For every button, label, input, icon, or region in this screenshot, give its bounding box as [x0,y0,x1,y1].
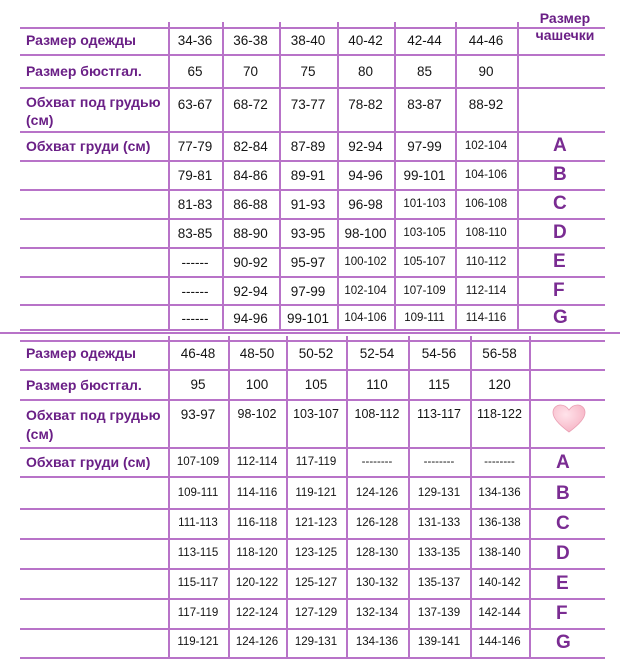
t1-cup-letter-D: D [553,222,567,243]
t1-cup-letter-A: A [553,135,567,156]
underbust-label-2: Обхват под грудью [26,407,161,423]
underbust-unit-label: (см) [26,112,54,128]
t2-bust-cell: 122-124 [235,607,279,619]
t2-cup-letter-E: E [556,573,569,594]
t1-bust-cell: 82-84 [233,139,268,154]
t1-bust-cell: 101-103 [403,198,446,210]
t2-bust-cell: 135-137 [417,577,461,589]
t1-vline [337,22,339,329]
t2-bust-cell: 119-121 [177,636,219,648]
t2-bust-cell: 129-131 [417,487,461,499]
t1-bust-cell: 83-85 [177,226,213,241]
t2-bust-cell: 124-126 [355,487,399,499]
t2-hline [20,508,605,510]
t2-hline [20,476,605,478]
t2-bust-cell: 128-130 [355,547,399,559]
bra-size-label: Размер бюстгал. [26,63,142,79]
t1-clothing-size: 38-40 [290,33,326,48]
t1-bust-cell: 112-114 [465,285,507,297]
t2-cup-letter-A: A [556,452,570,473]
t1-underbust: 88-92 [468,97,504,112]
t1-bust-cell: 88-90 [233,226,268,241]
t1-bra-size: 85 [416,64,433,79]
t1-bust-cell: 99-101 [403,168,446,183]
t2-bra-size: 100 [245,377,269,392]
t2-bust-cell: 125-127 [294,577,338,589]
t2-underbust: 98-102 [237,407,277,421]
t1-bust-cell: 87-89 [290,139,326,154]
t1-bust-cell: 90-92 [233,255,268,270]
t2-vline [286,336,288,657]
t2-bust-cell: 127-129 [294,607,338,619]
t2-bust-cell: 126-128 [355,517,399,529]
t2-underbust: 118-122 [477,407,522,421]
t2-bust-cell: -------- [361,456,393,468]
t1-bust-cell: 81-83 [177,197,213,212]
t1-underbust: 78-82 [348,97,383,112]
t1-bust-cell: 109-111 [404,312,445,324]
t1-bust-cell: ------ [181,284,209,299]
t2-clothing-size: 54-56 [421,346,457,361]
t1-underbust: 63-67 [177,97,213,112]
t1-clothing-size: 42-44 [407,33,442,48]
t1-bust-cell: 102-104 [344,285,387,297]
t2-bust-cell: 117-119 [295,456,337,468]
t1-bust-cell: 114-116 [465,312,507,324]
t2-bust-cell: 139-141 [417,636,461,648]
t2-bust-cell: 111-113 [178,517,218,529]
bust-label: Обхват груди (см) [26,138,151,154]
t2-bra-size: 110 [366,377,388,392]
t1-bust-cell: 84-86 [233,168,268,183]
t2-bust-cell: 109-111 [177,487,219,499]
clothing-size-label-2: Размер одежды [26,345,136,361]
t2-vline [228,336,230,657]
t2-clothing-size: 56-58 [482,346,517,361]
t2-cup-letter-F: F [556,603,568,624]
t1-vline [394,22,396,329]
t2-bust-cell: 134-136 [355,636,399,648]
t2-bust-cell: 118-120 [236,547,278,559]
t1-cup-letter-G: G [553,307,568,328]
t1-underbust: 83-87 [407,97,442,112]
t2-clothing-size: 48-50 [239,346,275,361]
t2-underbust: 103-107 [293,407,339,421]
t1-bust-cell: 110-112 [465,256,507,268]
t2-vline [408,336,410,657]
t2-hline [20,369,605,371]
t1-clothing-size: 40-42 [348,33,383,48]
t1-cup-letter-E: E [553,251,566,272]
t2-hline [20,340,605,342]
t2-bust-cell: 144-146 [478,636,521,648]
t1-bra-size: 65 [187,64,203,79]
t1-bust-cell: 94-96 [233,311,268,326]
t2-bust-cell: 133-135 [417,547,461,559]
t1-vline [168,22,170,329]
t2-bust-cell: 136-138 [478,517,521,529]
t2-hline [20,568,605,570]
t1-bust-cell: 79-81 [177,168,213,183]
t2-cup-letter-D: D [556,543,570,564]
t2-bust-cell: 140-142 [478,577,521,589]
t1-bust-cell: 95-97 [290,255,326,270]
t2-bust-cell: 129-131 [294,636,338,648]
t2-clothing-size: 50-52 [298,346,334,361]
t2-bust-cell: 119-121 [295,487,337,499]
t2-bust-cell: 123-125 [294,547,338,559]
t2-bust-cell: 115-117 [177,577,219,589]
t1-bust-cell: 106-108 [464,198,508,210]
t1-bust-cell: 86-88 [233,197,268,212]
t2-bra-size: 120 [488,377,511,392]
t2-cup-letter-C: C [556,513,570,534]
t2-vline [346,336,348,657]
t1-bust-cell: 102-104 [464,140,508,152]
t1-clothing-size: 36-38 [233,33,268,48]
t2-bust-cell: 137-139 [417,607,461,619]
t1-bra-size: 90 [478,64,494,79]
t1-bra-size: 75 [300,64,316,79]
t2-bust-cell: 113-115 [177,547,219,559]
t2-hline [20,399,605,401]
t2-clothing-size: 46-48 [180,346,216,361]
t1-bust-cell: 93-95 [290,226,326,241]
t2-bust-cell: 124-126 [235,636,279,648]
t1-bust-cell: ------ [181,255,209,270]
t1-cup-letter-F: F [553,280,565,301]
t1-vline [222,22,224,329]
t1-bust-cell: 100-102 [344,256,387,268]
t1-clothing-size: 44-46 [468,33,504,48]
t1-vline [279,22,281,329]
t2-bust-cell: 107-109 [176,456,220,468]
t1-vline [455,22,457,329]
t1-bust-cell: 96-98 [348,197,383,212]
t2-hline [20,628,605,630]
bra-size-label-2: Размер бюстгал. [26,377,142,393]
t2-underbust: 113-117 [416,407,462,421]
t1-bust-cell: 104-106 [344,312,387,324]
underbust-unit-label-2: (см) [26,426,54,442]
t1-bust-cell: 91-93 [290,197,326,212]
t2-vline [470,336,472,657]
heart-icon [552,404,586,434]
t2-bust-cell: 121-123 [294,517,338,529]
t2-bust-cell: 116-118 [236,517,278,529]
t2-bust-cell: 134-136 [478,487,521,499]
t2-bust-cell: 120-122 [235,577,279,589]
t1-bust-cell: 107-109 [403,285,446,297]
t2-bust-cell: 117-119 [177,607,219,619]
t1-bra-size: 80 [357,64,374,79]
t1-vline [517,22,519,329]
underbust-label: Обхват под грудью [26,94,161,110]
t2-clothing-size: 52-54 [359,346,395,361]
t1-bust-cell: 97-99 [407,139,442,154]
t2-bra-size: 95 [190,377,206,392]
t1-bust-cell: 77-79 [177,139,213,154]
t1-bust-cell: 105-107 [403,256,446,268]
cup-size-header: Размер [539,10,591,26]
t1-bust-cell: 104-106 [464,169,508,181]
bust-label-2: Обхват груди (см) [26,454,151,470]
t1-hline [20,329,605,331]
t1-clothing-size: 34-36 [177,33,213,48]
t1-bust-cell: ------ [181,311,209,326]
t1-underbust: 73-77 [290,97,326,112]
t2-bra-size: 105 [304,377,328,392]
t2-vline [529,336,531,657]
clothing-size-label: Размер одежды [26,32,136,48]
t2-bust-cell: 138-140 [478,547,521,559]
t2-bra-size: 115 [428,377,450,392]
t1-cup-letter-C: C [553,193,567,214]
t2-bust-cell: 131-133 [417,517,461,529]
t1-underbust: 68-72 [233,97,268,112]
t1-bust-cell: 92-94 [348,139,383,154]
t1-cup-letter-B: B [553,164,567,185]
t1-bust-cell: 94-96 [348,168,383,183]
table-separator-line [0,332,620,334]
t1-bust-cell: 98-100 [344,226,387,241]
t1-bust-cell: 99-101 [286,311,330,326]
cup-size-header-2: чашечки [535,27,595,43]
t2-bust-cell: 114-116 [236,487,278,499]
t1-bra-size: 70 [242,64,259,79]
t2-bust-cell: -------- [484,456,515,468]
t2-underbust: 93-97 [180,407,216,422]
t1-bust-cell: 108-110 [465,227,507,239]
t1-bust-cell: 92-94 [233,284,268,299]
t2-vline [168,336,170,657]
t2-hline [20,657,605,659]
t2-cup-letter-B: B [556,483,570,504]
t2-hline [20,598,605,600]
t2-cup-letter-G: G [556,632,571,653]
t2-hline [20,538,605,540]
t2-bust-cell: 112-114 [236,456,278,468]
t1-bust-cell: 103-105 [403,227,446,239]
t2-bust-cell: 142-144 [478,607,521,619]
t1-bust-cell: 97-99 [290,284,326,299]
t2-bust-cell: 132-134 [355,607,399,619]
t2-bust-cell: -------- [423,456,455,468]
t2-bust-cell: 130-132 [355,577,399,589]
t2-underbust: 108-112 [354,407,400,421]
t1-bust-cell: 89-91 [290,168,326,183]
t2-hline [20,447,605,449]
